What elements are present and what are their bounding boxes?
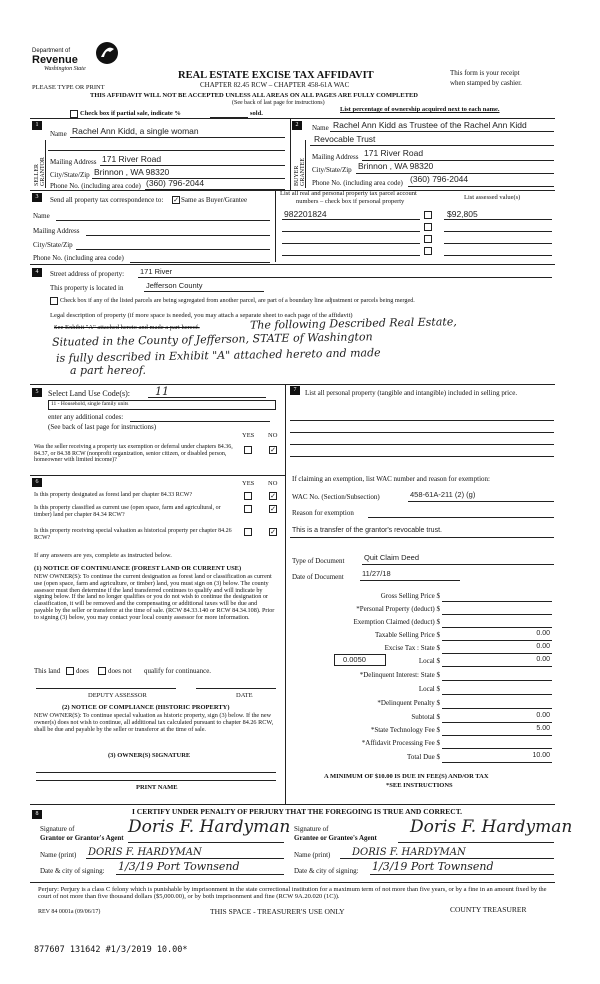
local-rate-box xyxy=(334,654,386,666)
calc-row-label: *Delinquent Interest: State $ xyxy=(359,671,440,679)
street-label: Street address of property: xyxy=(50,270,125,278)
date-label: DATE xyxy=(236,692,253,699)
calc-row-label: *Delinquent Penalty $ xyxy=(377,699,440,707)
local-rate-value: 0.0050 xyxy=(343,655,366,664)
form-warning: THIS AFFIDAVIT WILL NOT BE ACCEPTED UNLESS ALL AREAS ON ALL PAGES ARE FULLY COMPLETED xyxy=(90,92,418,99)
see-instructions-label: *SEE INSTRUCTIONS xyxy=(386,782,453,789)
calc-row-value: 0.00 xyxy=(536,630,550,637)
section4-number: 4 xyxy=(32,268,42,277)
deputy-assessor-label: DEPUTY ASSESSOR xyxy=(88,692,147,699)
doc-type-label: Type of Document xyxy=(292,557,345,565)
buyer-name-value: Rachel Ann Kidd as Trustee of the Rachel Ann Kidd xyxy=(333,120,527,130)
type-or-print: PLEASE TYPE OR PRINT xyxy=(32,84,105,91)
land-use-code: 11 xyxy=(155,385,169,398)
section8-number: 8 xyxy=(32,810,42,819)
treasurer-space-label: THIS SPACE - TREASURER'S USE ONLY xyxy=(210,907,345,916)
seller-address-value: 171 River Road xyxy=(102,154,162,164)
partial-sale-label: Check box if partial sale, indicate % xyxy=(80,110,181,117)
street-value: 171 River xyxy=(140,267,173,276)
calc-row-value: 0.00 xyxy=(536,656,550,663)
ownership-note: List percentage of ownership acquired next to each name. xyxy=(340,106,500,113)
seller-phone-value: (360) 796-2044 xyxy=(146,178,205,188)
minimum-due-label: A MINIMUM OF $10.00 IS DUE IN FEE(S) AND/OR TAX xyxy=(324,773,489,780)
reason-value: This is a transfer of the grantor's revocable trust. xyxy=(292,527,442,534)
personal-property-label: List all personal property (tangible and intangible) included in selling price. xyxy=(305,389,518,397)
seller-name-label: Name xyxy=(50,130,67,138)
calc-row-label: *Affidavit Processing Fee $ xyxy=(361,739,440,747)
calc-row-label: Gross Selling Price $ xyxy=(380,592,440,600)
if-any-yes: If any answers are yes, complete as instructed below. xyxy=(34,552,172,559)
form-revision: REV 84 0001a (09/06/17) xyxy=(38,909,101,915)
q6-2-no-checkbox[interactable]: ✓ xyxy=(270,505,276,513)
owner-signature-label: (3) OWNER(S) SIGNATURE xyxy=(108,752,191,759)
this-land-label: This land xyxy=(34,667,61,675)
receipt-line1: This form is your receipt xyxy=(450,69,520,77)
q5-yes-checkbox[interactable] xyxy=(244,446,252,454)
notice1-title: (1) NOTICE OF CONTINUANCE (FOREST LAND OR CURRENT USE) xyxy=(34,565,242,572)
q5-text: Was the seller receiving a property tax exemption or deferral under chapters 84.36, 84.37, or 84.38 RCW (nonprofit organization, senior citizen, or disabled person, homeowner with limited income)? xyxy=(34,444,233,464)
section1-number: 1 xyxy=(32,121,42,130)
partial-sale-checkbox[interactable] xyxy=(70,110,78,118)
dept-line3: Washington State xyxy=(44,66,86,72)
parcels-header-2: numbers – check box if personal property xyxy=(296,198,405,205)
calc-row-label: Local $ xyxy=(418,685,440,693)
buyer-name-label: Name xyxy=(312,124,329,132)
dor-logo xyxy=(32,40,122,76)
doc-date-label: Date of Document xyxy=(292,573,344,581)
values-header: List assessed value(s) xyxy=(464,194,521,201)
buyer-phone-label: Phone No. (including area code) xyxy=(312,179,403,187)
does-not-checkbox[interactable] xyxy=(98,667,106,675)
calc-row-value: 0.00 xyxy=(536,712,550,719)
calc-row-label: Total Due $ xyxy=(407,753,440,761)
calc-row-label: Local $ xyxy=(418,657,440,665)
buyer-city-value: Brinnon , WA 98320 xyxy=(358,161,434,171)
located-label: This property is located in xyxy=(50,284,124,292)
corr-address-label: Mailing Address xyxy=(33,227,80,235)
land-use-select[interactable] xyxy=(48,400,276,410)
buyer-city-label: City/State/Zip xyxy=(312,166,352,174)
notice1-body: NEW OWNER(S): To continue the current designation as forest land or classification as current use (open space, farm and agriculture, or timber) land, you must sign on (3) below. The county assessor must then determine if the land transferred continues to qualify and will indicate by signing below. If the land no longer qualifies or you do not wish to continue the designation or classification, it will be removed and the compensating or additional taxes will be due and payable by the seller or transferor at the time of sale. (RCW 84.33.140 or RCW 84.34.108). Prior to signing (3) below, you may contact your local county assessor for more information. xyxy=(34,573,275,621)
parcel-3-personal-checkbox[interactable] xyxy=(424,235,432,243)
form-chapter: CHAPTER 82.45 RCW – CHAPTER 458-61A WAC xyxy=(200,81,350,89)
calc-row-label: Exemption Claimed (deduct) $ xyxy=(353,618,440,626)
exemption-claim-label: If claiming an exemption, list WAC number and reason for exemption: xyxy=(292,475,490,483)
grantor-sig-label-2: Grantor or Grantor's Agent xyxy=(40,834,124,842)
seller-city-label: City/State/Zip xyxy=(50,171,90,179)
seller-city-value: Brinnon , WA 98320 xyxy=(94,167,170,177)
buyer-name-value-2: Revocable Trust xyxy=(314,134,376,144)
additional-codes-label: enter any additional codes: xyxy=(48,413,124,421)
calc-row-label: Excise Tax : State $ xyxy=(384,644,440,652)
legal-hand-3: is fully described in Exhibit "A" attached hereto and made xyxy=(55,346,381,365)
dor-logo-icon xyxy=(94,40,122,66)
grantor-sig-label-1: Signature of xyxy=(40,825,75,833)
calc-row-value: 10.00 xyxy=(532,752,550,759)
q5-no-checkbox[interactable]: ✓ xyxy=(270,446,276,454)
sold-label: sold. xyxy=(250,110,263,117)
cashier-stamp: 877607 131642 #1/3/2019 10.00* xyxy=(34,945,188,955)
land-use-desc: 11 - Household, single family units xyxy=(51,401,129,407)
reason-label: Reason for exemption xyxy=(292,509,354,517)
does-checkbox[interactable] xyxy=(66,667,74,675)
calc-row-label: *State Technology Fee $ xyxy=(370,726,440,734)
yes-header-6: YES xyxy=(242,480,255,487)
parcel-4-personal-checkbox[interactable] xyxy=(424,247,432,255)
grantee-name-value: DORIS F. HARDYMAN xyxy=(352,847,466,858)
county-value: Jefferson County xyxy=(146,281,203,290)
section3-number: 3 xyxy=(32,193,42,202)
form-title: REAL ESTATE EXCISE TAX AFFIDAVIT xyxy=(178,70,374,81)
notice2-body: NEW OWNER(S): To continue special valuation as historic property, sign (3) below. If the new owner(s) does not wish to continue, all additional tax calculated pursuant to chapter 84.26 RCW, shall be due and payable by the seller or transferor at the time of sale. xyxy=(34,712,274,733)
grantor-date-label: Date & city of signing: xyxy=(40,867,105,875)
qualify-label: qualify for continuance. xyxy=(144,667,212,675)
receipt-line2: when stamped by cashier. xyxy=(450,79,522,87)
certify-statement: I CERTIFY UNDER PENALTY OF PERJURY THAT THE FOREGOING IS TRUE AND CORRECT. xyxy=(132,807,463,816)
segregated-checkbox[interactable] xyxy=(50,297,58,305)
see-back-5: (See back of last page for instructions) xyxy=(48,423,157,431)
assessed-value-1: $92,805 xyxy=(447,209,478,219)
yes-header-5: YES xyxy=(242,432,255,439)
perjury-statement: Perjury: Perjury is a class C felony which is punishable by imprisonment in the state correctional institution for a maximum term of not more than five years, or by a fine in an amount fixed by the court of not more than five thousand dollars ($5,000.00), or by both imprisonment and fine (RCW 9A.20.020 (1C)). xyxy=(38,886,547,901)
land-use-label: Select Land Use Code(s): xyxy=(48,389,130,398)
buyer-side-label: BUYER GRANTEE xyxy=(294,158,306,186)
section5-number: 5 xyxy=(32,388,42,397)
q6-2-yes-checkbox[interactable] xyxy=(244,505,252,513)
parcel-1-personal-checkbox[interactable] xyxy=(424,211,432,219)
q6-2-text: Is this property classified as current use (open space, farm and agricultural, or timber) land per chapter 84.34 RCW? xyxy=(34,505,221,518)
see-exhibit-struck: See Exhibit "A" attached hereto and made a part hereof. xyxy=(54,324,200,331)
no-header-6: NO xyxy=(268,480,278,487)
q6-1-yes-checkbox[interactable] xyxy=(244,492,252,500)
buyer-address-value: 171 River Road xyxy=(364,148,424,158)
grantee-date-label: Date & city of signing: xyxy=(294,867,359,875)
grantee-sig-label-2: Grantee or Grantee's Agent xyxy=(294,834,377,842)
wac-value: 458-61A-211 (2) (g) xyxy=(410,490,476,499)
grantee-date-value: 1/3/19 Port Townsend xyxy=(372,860,494,873)
grantee-signature: Doris F. Hardyman xyxy=(410,817,573,837)
legal-label: Legal description of property (if more space is needed, you may attach a separate sheet to each page of the affidavit) xyxy=(50,312,353,319)
grantee-sig-label-1: Signature of xyxy=(294,825,329,833)
calc-row-label: *Personal Property (deduct) $ xyxy=(356,605,440,613)
calc-row-value: 0.00 xyxy=(536,643,550,650)
no-header-5: NO xyxy=(268,432,278,439)
grantor-name-value: DORIS F. HARDYMAN xyxy=(88,847,202,858)
q6-3-yes-checkbox[interactable] xyxy=(244,528,252,536)
seller-address-label: Mailing Address xyxy=(50,158,97,166)
grantor-name-label: Name (print) xyxy=(40,851,77,859)
legal-hand-4: a part hereof. xyxy=(70,364,146,377)
calc-row-label: Taxable Selling Price $ xyxy=(374,631,440,639)
see-back-header: (See back of last page for instructions) xyxy=(232,100,325,106)
does-label: does xyxy=(76,667,89,675)
print-name-label: PRINT NAME xyxy=(136,784,178,791)
q6-3-no-checkbox[interactable]: ✓ xyxy=(270,528,276,536)
notice2-title: (2) NOTICE OF COMPLIANCE (HISTORIC PROPERTY) xyxy=(62,704,230,711)
parcel-2-personal-checkbox[interactable] xyxy=(424,223,432,231)
does-not-label: does not xyxy=(108,667,132,675)
calc-row-label: Subtotal $ xyxy=(411,713,440,721)
section7-number: 7 xyxy=(290,386,300,395)
seller-phone-label: Phone No. (including area code) xyxy=(50,182,141,190)
section2-number: 2 xyxy=(292,121,302,130)
dept-line1: Department of xyxy=(32,48,71,54)
same-as-buyer-label: Same as Buyer/Grantee xyxy=(181,196,248,204)
calc-row-value: 5.00 xyxy=(536,725,550,732)
seller-name-value: Rachel Ann Kidd, a single woman xyxy=(72,126,199,136)
doc-date-value: 11/27/18 xyxy=(362,569,391,578)
corr-city-label: City/State/Zip xyxy=(33,241,73,249)
legal-hand-2: Situated in the County of Jefferson, STATE of Washington xyxy=(51,330,373,349)
buyer-phone-value: (360) 796-2044 xyxy=(410,174,469,184)
q6-3-text: Is this property receiving special valuation as historical property per chapter 84.26 RCW? xyxy=(34,528,232,541)
q6-1-no-checkbox[interactable]: ✓ xyxy=(270,492,276,500)
correspondence-label: Send all property tax correspondence to: xyxy=(50,196,164,204)
same-as-buyer-checkbox[interactable]: ✓ xyxy=(173,196,179,204)
corr-name-label: Name xyxy=(33,212,50,220)
grantee-name-label: Name (print) xyxy=(294,851,331,859)
county-treasurer-label: COUNTY TREASURER xyxy=(450,905,527,914)
section6-number: 6 xyxy=(32,478,42,487)
doc-type-value: Quit Claim Deed xyxy=(364,553,420,562)
seller-side-label: SELLER GRANTOR xyxy=(34,157,46,186)
buyer-address-label: Mailing Address xyxy=(312,153,359,161)
segregated-label: Check box if any of the listed parcels are being segregated from another parcel, are part of a boundary line adjustment or parcels being merged. xyxy=(60,297,415,304)
grantor-signature: Doris F. Hardyman xyxy=(128,817,291,837)
legal-hand-1: The following Described Real Estate, xyxy=(249,315,457,332)
q6-1-text: Is this property designated as forest land per chapter 84.33 RCW? xyxy=(34,492,193,498)
grantor-date-value: 1/3/19 Port Townsend xyxy=(118,860,240,873)
parcel-1-value: 982201824 xyxy=(284,209,327,219)
wac-label: WAC No. (Section/Subsection) xyxy=(292,493,380,501)
dept-line2: Revenue xyxy=(32,54,78,66)
parcels-header-1: List all real and personal property tax parcel account xyxy=(280,190,417,197)
corr-phone-label: Phone No. (including area code) xyxy=(33,254,124,262)
